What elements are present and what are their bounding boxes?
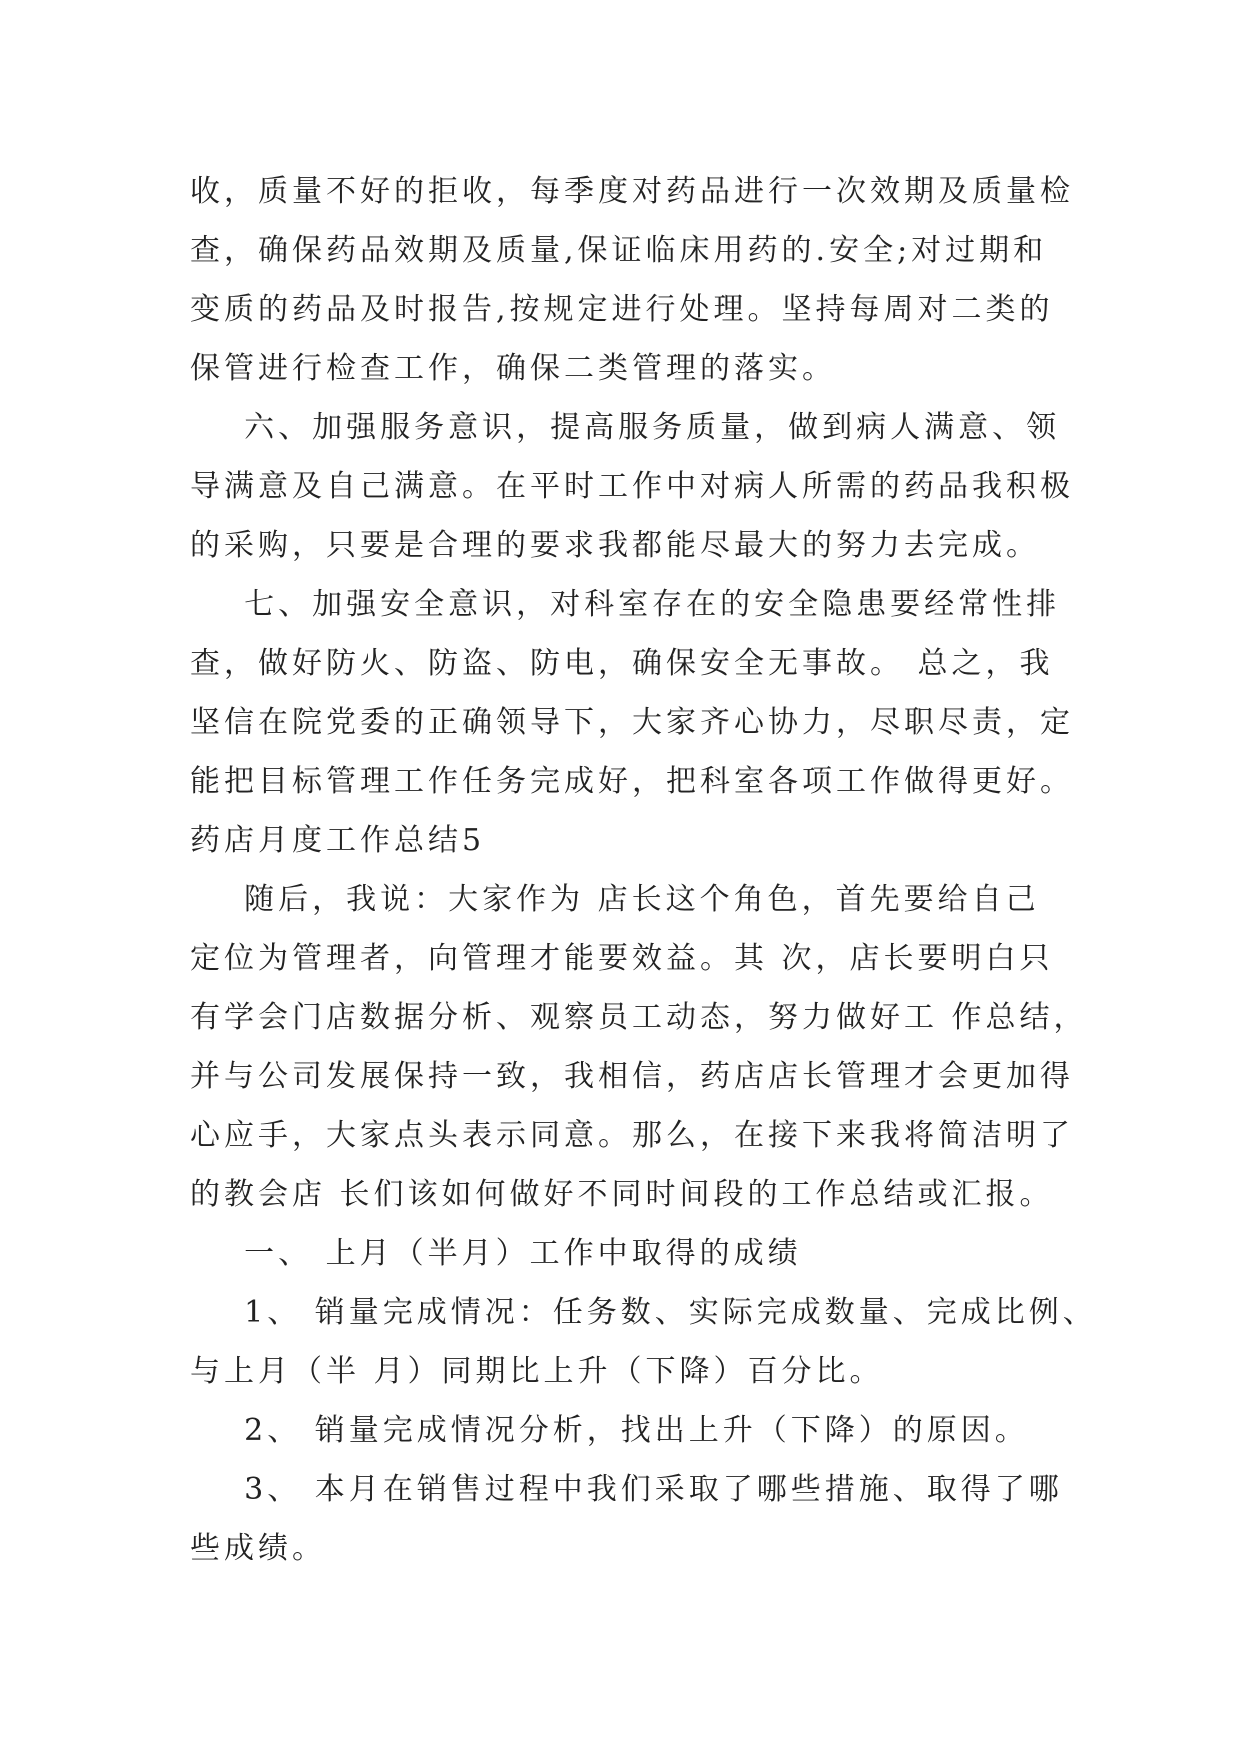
text-line: 的教会店 长们该如何做好不同时间段的工作总结或汇报。	[190, 1177, 1054, 1212]
text-line: 2、 销量完成情况分析，找出上升（下降）的原因。	[190, 1413, 1029, 1448]
text-line: 查，做好防火、防盗、防电，确保安全无事故。 总之，我	[190, 646, 1054, 681]
text-line: 3、 本月在销售过程中我们采取了哪些措施、取得了哪	[190, 1472, 1063, 1507]
text-line: 导满意及自己满意。在平时工作中对病人所需的药品我积极	[190, 469, 1074, 504]
section-heading: 药店月度工作总结5	[190, 823, 486, 858]
text-line: 随后，我说：大家作为 店长这个角色，首先要给自己	[190, 882, 1040, 917]
text-line: 能把目标管理工作任务完成好，把科室各项工作做得更好。	[190, 764, 1074, 799]
text-line: 坚信在院党委的正确领导下，大家齐心协力，尽职尽责，定	[190, 705, 1074, 740]
text-line: 变质的药品及时报告,按规定进行处理。坚持每周对二类的	[190, 292, 1054, 327]
text-line: 与上月（半 月）同期比上升（下降）百分比。	[190, 1354, 884, 1389]
text-line: 并与公司发展保持一致，我相信，药店店长管理才会更加得	[190, 1059, 1074, 1094]
text-line: 保管进行检查工作，确保二类管理的落实。	[190, 351, 836, 386]
text-line: 收，质量不好的拒收，每季度对药品进行一次效期及质量检	[190, 174, 1074, 209]
document-body	[190, 162, 1097, 1578]
text-line: 些成绩。	[190, 1531, 326, 1566]
text-line: 查，确保药品效期及质量,保证临床用药的.安全;对过期和	[190, 233, 1048, 268]
text-line: 1、 销量完成情况：任务数、实际完成数量、完成比例、	[190, 1295, 1097, 1330]
text-line: 心应手，大家点头表示同意。那么，在接下来我将简洁明了	[190, 1118, 1074, 1153]
text-line: 六、加强服务意识，提高服务质量，做到病人满意、领	[190, 410, 1061, 445]
text-line: 的采购，只要是合理的要求我都能尽最大的努力去完成。	[190, 528, 1040, 563]
text-line: 七、加强安全意识，对科室存在的安全隐患要经常性排	[190, 587, 1061, 622]
text-line: 定位为管理者，向管理才能要效益。其 次，店长要明白只	[190, 941, 1054, 976]
text-line: 一、 上月（半月）工作中取得的成绩	[190, 1236, 802, 1271]
text-line: 有学会门店数据分析、观察员工动态，努力做好工 作总结，	[190, 1000, 1088, 1035]
